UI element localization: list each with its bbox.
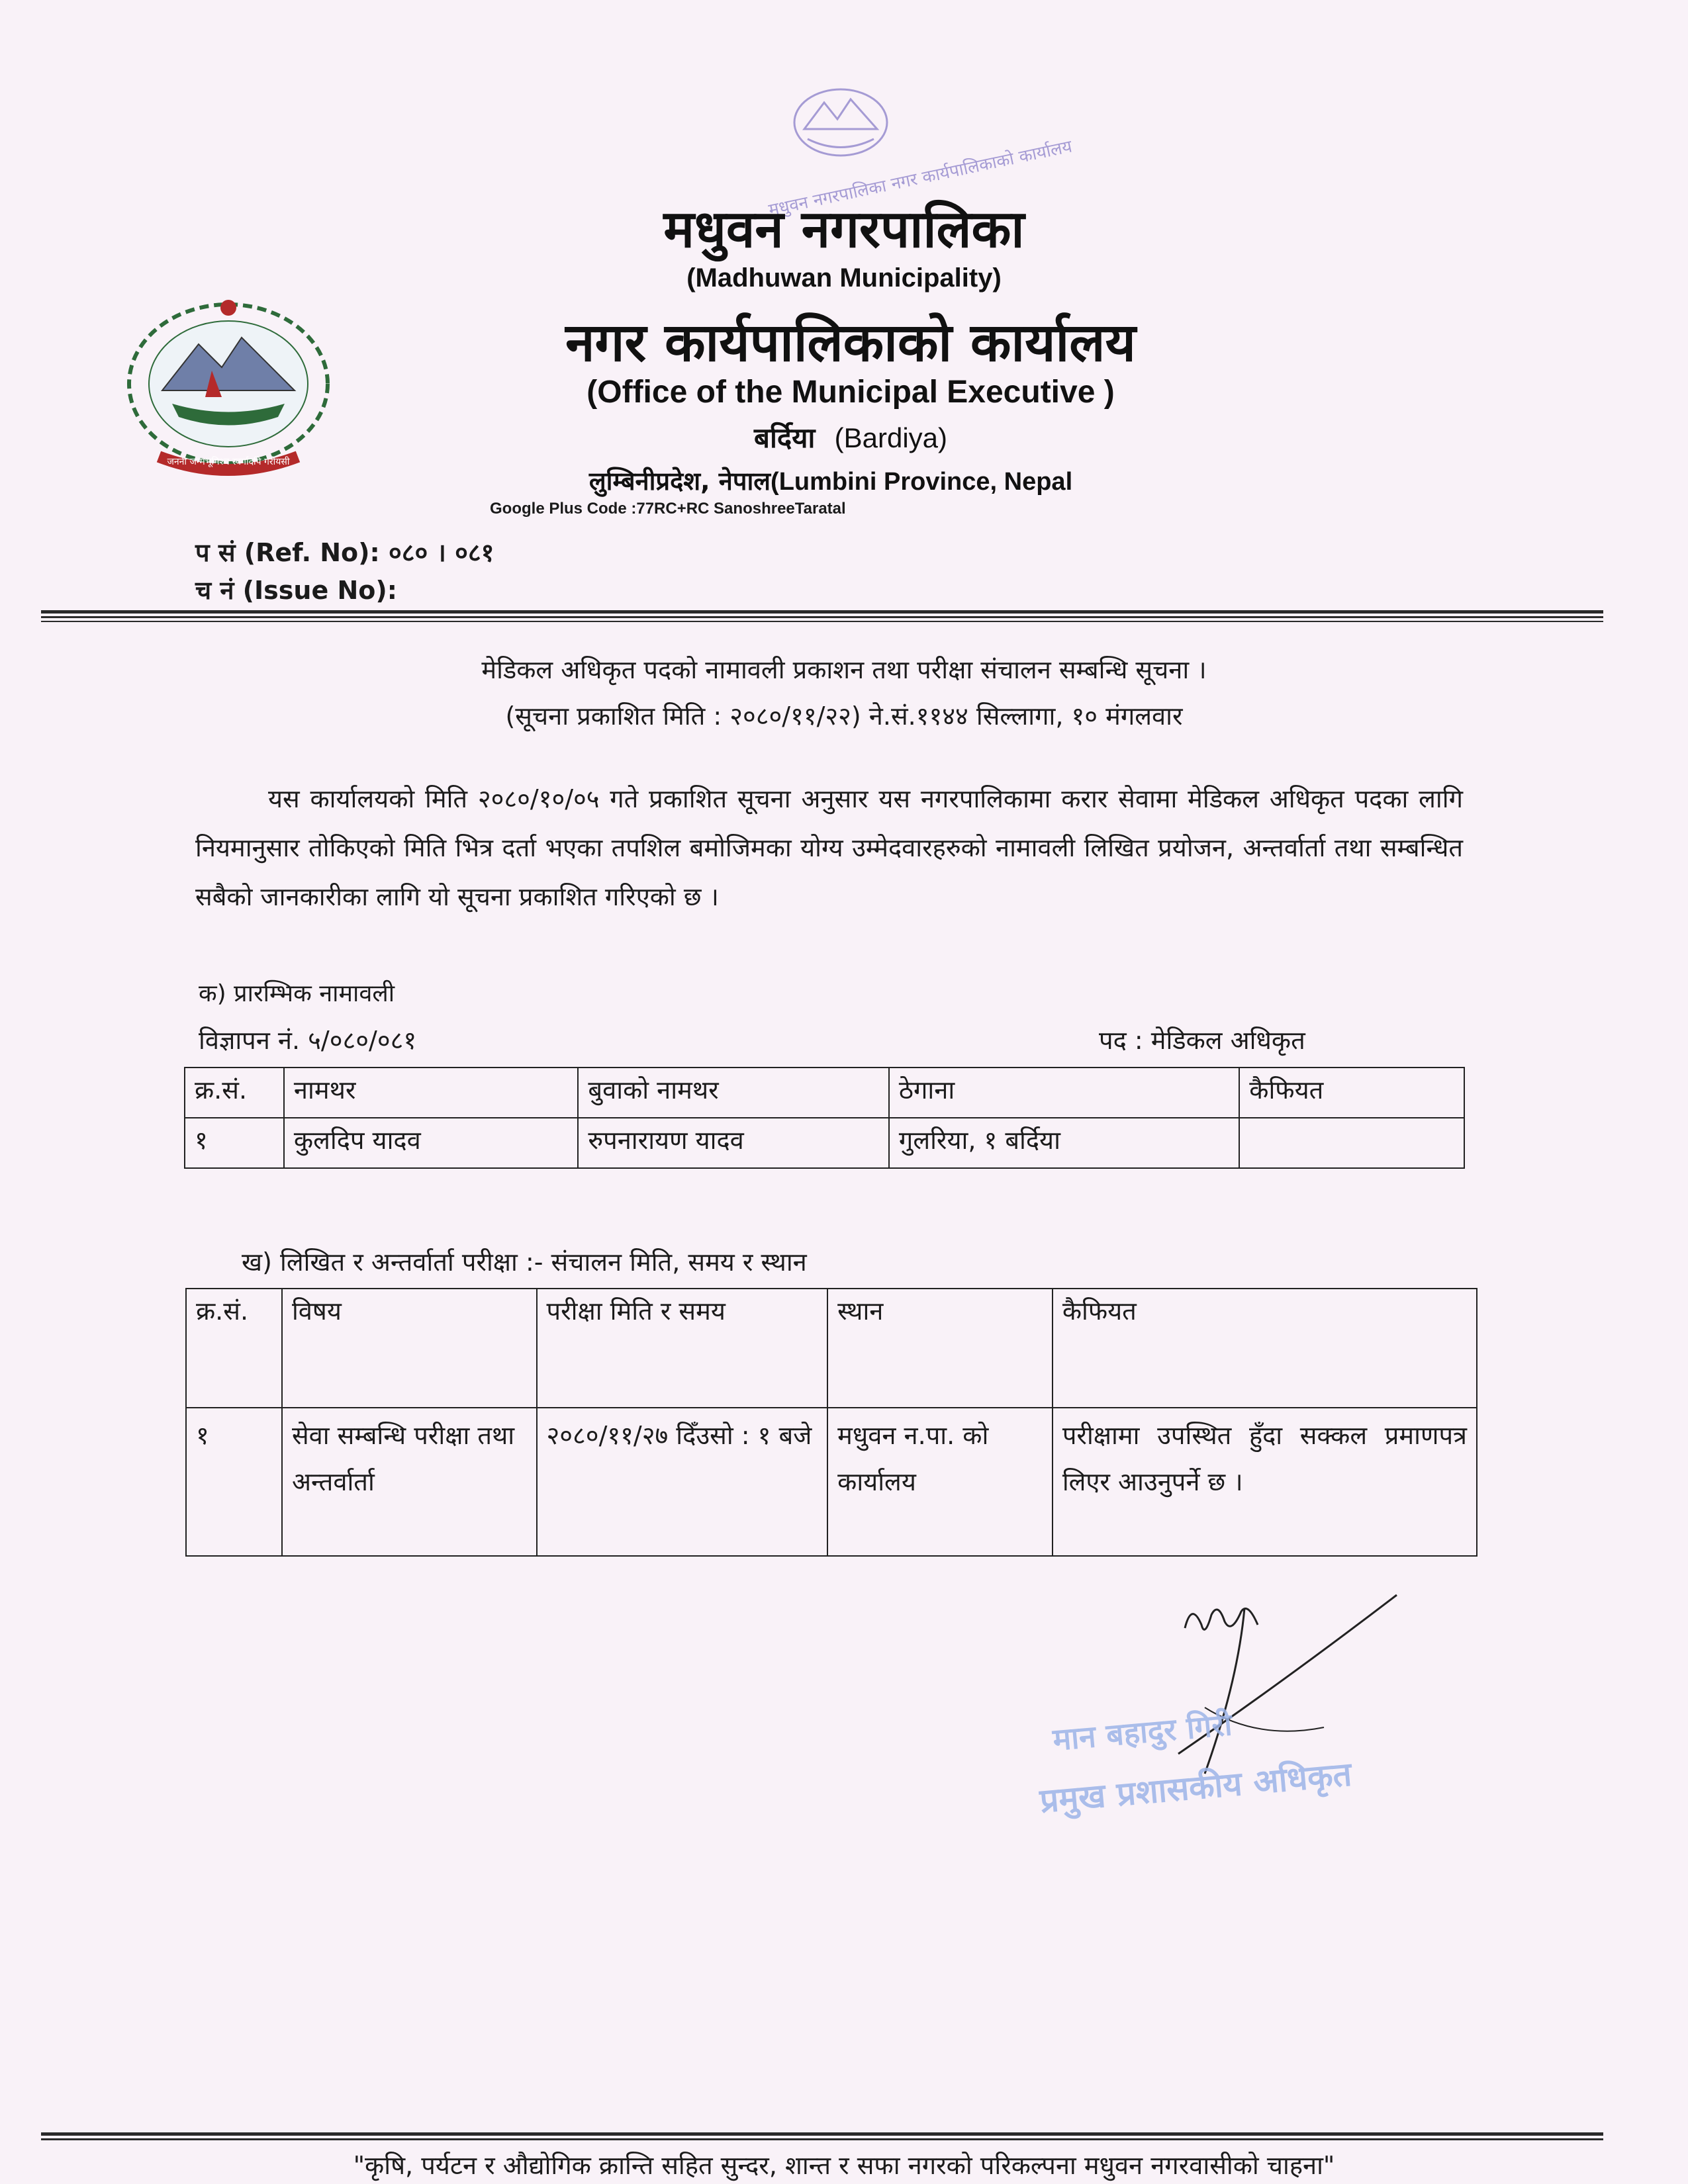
table-header-cell: क्र.सं. (185, 1068, 284, 1118)
signatory-name-stamp: मान बहादुर गिरी (1051, 1706, 1234, 1758)
district-nepali: बर्दिया (753, 422, 816, 454)
notice-body: यस कार्यालयको मिति २०८०/१०/०५ गते प्रकाशित सूचना अनुसार यस नगरपालिकामा करार सेवामा मेडिकल अधिकृत पदका लागि नियमानुसार तोकिएको मिति भित्र दर्ता भएका तपशिल बमोजिमका योग्य उम्मेदवारहरुको नामावली लिखित प्रयोजन, अन्तर्वार्ता तथा सम्बन्धित सबैको जानकारीका लागि यो सूचना प्रकाशित गरिएको छ । (195, 784, 1463, 911)
svg-text:जननी जन्मभूमिश्च स्वर्गादपि गर: जननी जन्मभूमिश्च स्वर्गादपि गरीयसी (167, 457, 290, 467)
table-cell: गुलरिया, १ बर्दिया (889, 1118, 1239, 1168)
table-cell: परीक्षामा उपस्थित हुँदा सक्कल प्रमाणपत्र लिएर आउनुपर्ने छ । (1053, 1408, 1477, 1556)
notice-title: मेडिकल अधिकृत पदको नामावली प्रकाशन तथा परीक्षा संचालन सम्बन्धि सूचना । (481, 655, 1207, 684)
table-header-row (185, 1068, 1464, 1118)
district-line (73, 418, 1628, 456)
province-english: (Lumbini Province, Nepal (771, 468, 1073, 496)
table-cell: १ (185, 1118, 284, 1168)
municipality-name-nepali: मधुवन नगरपालिका (663, 200, 1025, 259)
table-cell: मधुवन न.पा. को कार्यालय (827, 1408, 1053, 1556)
table-header-cell: क्र.सं. (186, 1289, 282, 1408)
candidate-table (184, 1067, 1465, 1169)
ref-label: प सं (Ref. No): (195, 538, 380, 567)
office-name-english: (Office of the Municipal Executive ) (586, 375, 1115, 410)
google-plus-code: Google Plus Code :77RC+RC SanoshreeTaratal (490, 500, 846, 518)
table-header-cell: स्थान (827, 1289, 1053, 1408)
office-name-nepali: नगर कार्यपालिकाको कार्यालय (565, 312, 1136, 373)
section-kha-heading: ख) लिखित र अन्तर्वार्ता परीक्षा :- संचालन मिति, समय र स्थान (242, 1248, 807, 1277)
table-header-cell: कैफियत (1053, 1289, 1477, 1408)
table-header-cell: ठेगाना (889, 1068, 1239, 1118)
table-cell: सेवा सम्बन्धि परीक्षा तथा अन्तर्वार्ता (282, 1408, 537, 1556)
footer-slogan: "कृषि, पर्यटन र औद्योगिक क्रान्ति सहित सुन्दर, शान्त र सफा नगरको परिकल्पना मधुवन नगरवासीको चाहना" (353, 2151, 1335, 2180)
ref-value: ०८० । ०८१ (388, 538, 494, 567)
handwritten-signature (1165, 1588, 1417, 1780)
table-header-cell: कैफियत (1239, 1068, 1464, 1118)
table-cell: १ (186, 1408, 282, 1556)
post-name: पद : मेडिकल अधिकृत (1099, 1026, 1305, 1055)
district-english: (Bardiya) (834, 422, 948, 453)
exam-schedule-table (185, 1288, 1477, 1557)
province-nepali: लुम्बिनीप्रदेश, नेपाल (588, 467, 771, 496)
table-row (186, 1408, 1477, 1556)
table-cell: रुपनारायण यादव (578, 1118, 889, 1168)
issue-number: च नं (Issue No): (195, 576, 397, 605)
province-line (53, 463, 1609, 498)
advertisement-number: विज्ञापन नं. ५/०८०/०८१ (199, 1026, 417, 1055)
notice-date: (सूचना प्रकाशित मिति : २०८०/११/२२) ने.सं.११४४ सिल्लागा, १० मंगलवार (505, 702, 1183, 731)
reference-number (195, 535, 494, 569)
table-cell: कुलदिप यादव (284, 1118, 578, 1168)
header-divider (41, 610, 1603, 622)
footer-divider (41, 2132, 1603, 2140)
table-header-cell: विषय (282, 1289, 537, 1408)
municipality-name-english: (Madhuwan Municipality) (686, 263, 1002, 293)
table-header-cell: परीक्षा मिति र समय (537, 1289, 828, 1408)
table-cell: २०८०/११/२७ दिँउसो : १ बजे (537, 1408, 828, 1556)
signatory-title-stamp: प्रमुख प्रशासकीय अधिकृत (1038, 1754, 1354, 1821)
table-header-cell: बुवाको नामथर (578, 1068, 889, 1118)
table-header-row (186, 1289, 1477, 1408)
table-row (185, 1118, 1464, 1168)
table-cell (1239, 1118, 1464, 1168)
section-ka-heading: क) प्रारम्भिक नामावली (199, 980, 395, 1007)
svg-text:मधुवन नगरपालिका नगर कार्यपालिक: मधुवन नगरपालिका नगर कार्यपालिकाको कार्यालय (767, 136, 1074, 221)
table-header-cell: नामथर (284, 1068, 578, 1118)
